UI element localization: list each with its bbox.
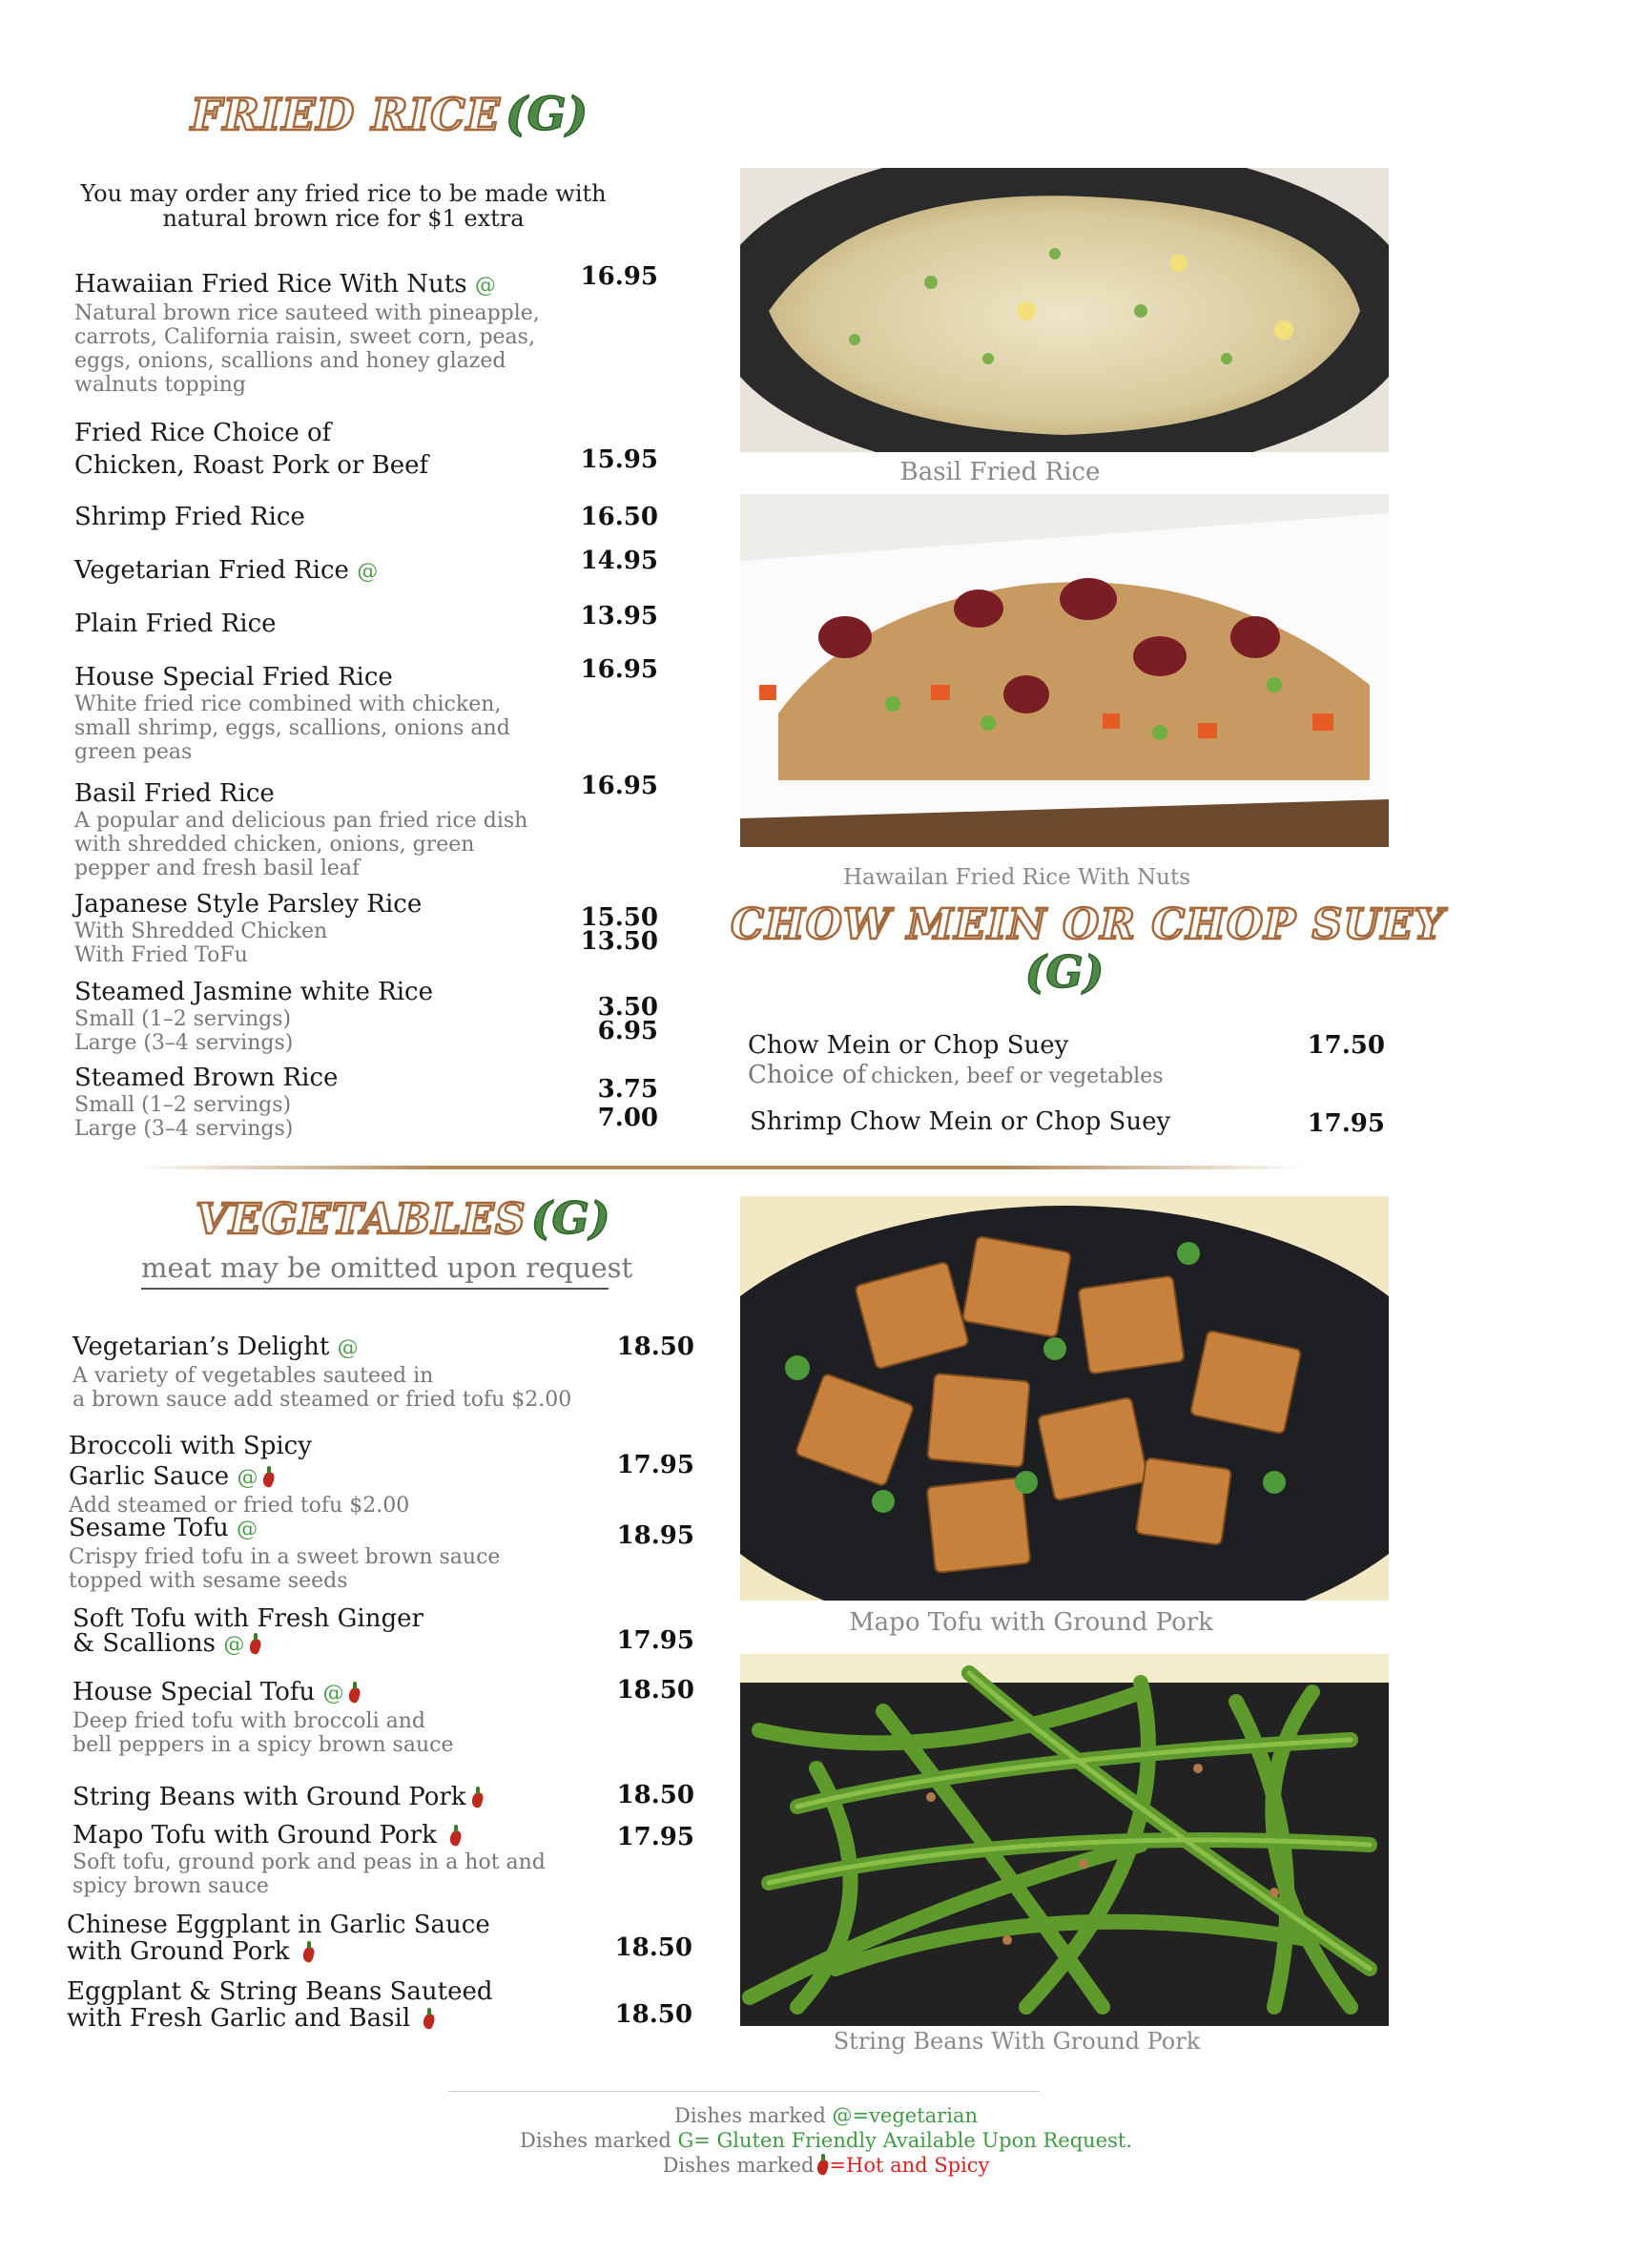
item-desc: topped with sesame seeds: [69, 1569, 348, 1593]
item-name: Shrimp Chow Mein or Chop Suey: [750, 1107, 1171, 1136]
item-price: 3.75: [597, 1075, 658, 1104]
mapo-tofu-photo: [740, 1196, 1389, 1601]
vegetarian-icon: @: [337, 1336, 359, 1360]
item-desc: green peas: [74, 740, 193, 764]
item-name: & Scallions: [72, 1629, 216, 1658]
vegetables-title: VEGETABLES: [196, 1195, 527, 1244]
menu-item: [74, 1063, 338, 1141]
item-price: 15.95: [580, 445, 658, 474]
chili-pepper-icon: [248, 1633, 261, 1654]
menu-item: [74, 977, 433, 1055]
item-price: 18.50: [616, 1333, 694, 1361]
item-price: 13.95: [580, 602, 658, 630]
vegetables-heading: [196, 1192, 610, 1244]
item-desc: pepper and fresh basil leaf: [74, 857, 361, 880]
chow-mein-heading: [731, 900, 1445, 998]
menu-item: [69, 1513, 500, 1593]
item-price: 17.50: [1307, 1031, 1385, 1060]
footer-legend-spicy: [0, 2154, 1652, 2177]
item-price: 18.50: [614, 1933, 692, 1962]
legend-key: G= Gluten Friendly Available Upon Request.: [677, 2129, 1132, 2152]
item-desc: a brown sauce add steamed or fried tofu $2.00: [72, 1388, 572, 1412]
item-name: Steamed Brown Rice: [74, 1064, 339, 1092]
item-desc: [748, 1061, 1164, 1089]
item-option: Small (1–2 servings): [74, 1093, 292, 1117]
item-price: 18.50: [616, 1781, 694, 1809]
vegetarian-icon: @: [223, 1633, 245, 1657]
photo-caption: Mapo Tofu with Ground Pork: [849, 1608, 1213, 1637]
hawaiian-fried-rice-photo: [740, 494, 1389, 847]
footer-legend-vegetarian: [0, 2104, 1652, 2127]
legend-key: =Hot and Spicy: [829, 2154, 990, 2177]
menu-item: [74, 662, 510, 764]
menu-item: [67, 1912, 490, 1965]
item-price: 17.95: [616, 1626, 694, 1655]
item-name: Fried Rice Choice of: [74, 419, 332, 447]
item-desc: Soft tofu, ground pork and peas in a hot and: [72, 1850, 546, 1874]
item-name: Garlic Sauce: [69, 1462, 230, 1491]
legend-prefix: Dishes marked: [662, 2154, 815, 2177]
item-name: Soft Tofu with Fresh Ginger: [72, 1604, 423, 1633]
gluten-mark: (G): [1024, 946, 1105, 998]
item-name: Broccoli with Spicy: [69, 1432, 312, 1460]
item-desc: A variety of vegetables sauteed in: [72, 1364, 434, 1388]
item-name: Basil Fried Rice: [74, 779, 275, 808]
basil-fried-rice-photo: [740, 168, 1389, 452]
menu-item: [72, 1782, 484, 1812]
item-name: Vegetarian Fried Rice: [74, 556, 349, 585]
footer-divider: [448, 2091, 1040, 2092]
item-desc: walnuts topping: [74, 373, 246, 397]
item-price: 16.95: [580, 262, 658, 291]
photo-caption: Basil Fried Rice: [899, 458, 1101, 486]
item-option: Large (3–4 servings): [74, 1031, 294, 1055]
menu-item: [72, 1606, 423, 1658]
item-name: with Fresh Garlic and Basil: [67, 2004, 411, 2033]
item-desc: Add steamed or fried tofu $2.00: [69, 1494, 410, 1518]
item-price: 17.95: [616, 1823, 694, 1851]
vegetables-subtitle: meat may be omitted upon request: [141, 1251, 609, 1290]
item-desc: bell peppers in a spicy brown sauce: [72, 1733, 454, 1757]
item-name: Eggplant & String Beans Sauteed: [67, 1977, 493, 2006]
item-name: Plain Fried Rice: [74, 610, 277, 638]
item-desc: A popular and delicious pan fried rice dish: [74, 809, 528, 833]
item-price: 13.50: [580, 927, 658, 956]
gluten-mark: (G): [530, 1192, 610, 1244]
menu-item: [69, 1431, 409, 1518]
chow-mein-title: CHOW MEIN OR CHOP SUEY: [731, 900, 1445, 949]
legend-key: @=vegetarian: [832, 2104, 978, 2127]
item-desc: Natural brown rice sauteed with pineapple,: [74, 301, 540, 325]
item-name: House Special Fried Rice: [74, 663, 393, 692]
item-name: with Ground Pork: [67, 1937, 290, 1966]
vegetarian-icon: @: [474, 274, 496, 298]
item-name: String Beans with Ground Pork: [72, 1783, 466, 1811]
item-desc: eggs, onions, scallions and honey glazed: [74, 349, 506, 373]
item-name: Chicken, Roast Pork or Beef: [74, 451, 429, 480]
item-desc: small shrimp, eggs, scallions, onions and: [74, 716, 510, 740]
item-desc: with shredded chicken, onions, green: [74, 833, 475, 857]
item-option: Small (1–2 servings): [74, 1007, 292, 1031]
section-divider: [134, 1166, 1307, 1169]
item-name: Mapo Tofu with Ground Pork: [72, 1821, 437, 1850]
item-price: 18.95: [616, 1521, 694, 1550]
legend-prefix: Dishes marked: [519, 2129, 678, 2152]
string-beans-photo: [740, 1654, 1389, 2026]
chili-pepper-icon: [301, 1941, 315, 1962]
menu-item: [74, 555, 378, 588]
item-option: Large (3–4 servings): [74, 1117, 294, 1141]
vegetarian-icon: @: [357, 560, 379, 584]
item-price: 6.95: [597, 1017, 658, 1045]
menu-item: [74, 269, 540, 397]
item-price: 18.50: [616, 1676, 694, 1705]
footer-legend-gluten: [0, 2129, 1652, 2152]
menu-item: [748, 1030, 1164, 1089]
intro-line: natural brown rice for $1 extra: [162, 205, 525, 232]
fried-rice-title: FRIED RICE: [191, 89, 501, 140]
menu-item: [74, 889, 422, 967]
vegetarian-icon: @: [237, 1466, 258, 1490]
chili-pepper-icon: [816, 2154, 829, 2175]
chili-pepper-icon: [422, 2008, 435, 2029]
item-desc: Deep fried tofu with broccoli and: [72, 1709, 425, 1733]
fried-rice-heading: [191, 88, 588, 141]
chili-pepper-icon: [448, 1825, 462, 1846]
item-desc: Crispy fried tofu in a sweet brown sauce: [69, 1545, 501, 1569]
item-desc-text: chicken, beef or vegetables: [871, 1064, 1164, 1088]
item-name: Hawaiian Fried Rice With Nuts: [74, 270, 467, 299]
menu-item: [67, 1978, 493, 2032]
item-option: With Fried ToFu: [74, 943, 248, 967]
choice-label: Choice of: [748, 1061, 867, 1089]
menu-item: [74, 778, 527, 880]
intro-line: You may order any fried rice to be made with: [80, 180, 607, 207]
item-name: Sesame Tofu: [69, 1514, 229, 1542]
item-price: 16.95: [580, 655, 658, 684]
item-desc: White fried rice combined with chicken,: [74, 692, 502, 716]
menu-item: [74, 418, 428, 481]
chili-pepper-icon: [347, 1682, 361, 1703]
item-desc: spicy brown sauce: [72, 1874, 269, 1898]
item-price: 18.50: [614, 2000, 692, 2029]
gluten-mark: (G): [505, 88, 589, 141]
photo-caption: Hawailan Fried Rice With Nuts: [842, 865, 1191, 890]
menu-item: [72, 1820, 546, 1898]
item-name: Chinese Eggplant in Garlic Sauce: [67, 1911, 490, 1939]
fried-rice-intro: [76, 181, 610, 231]
item-price: 17.95: [616, 1451, 694, 1479]
item-price: 17.95: [1307, 1109, 1385, 1138]
vegetarian-icon: @: [322, 1682, 344, 1705]
menu-item: [72, 1332, 571, 1412]
item-name: Vegetarian’s Delight: [72, 1333, 330, 1361]
item-name: Shrimp Fried Rice: [74, 503, 305, 531]
item-price: 3.50: [597, 993, 658, 1022]
item-price: 14.95: [580, 547, 658, 575]
photo-caption: String Beans With Ground Pork: [833, 2028, 1201, 2055]
item-price: 16.95: [580, 772, 658, 800]
item-name: Japanese Style Parsley Rice: [74, 890, 423, 919]
item-price: 16.50: [580, 503, 658, 531]
chili-pepper-icon: [261, 1466, 275, 1487]
item-price: 15.50: [580, 903, 658, 932]
item-name: Steamed Jasmine white Rice: [74, 978, 433, 1006]
chili-pepper-icon: [470, 1787, 484, 1808]
menu-item: [72, 1677, 453, 1757]
item-name: House Special Tofu: [72, 1678, 316, 1706]
item-name: Chow Mein or Chop Suey: [748, 1031, 1069, 1060]
item-desc: carrots, California raisin, sweet corn, peas,: [74, 325, 535, 349]
item-price: 7.00: [597, 1104, 658, 1132]
item-option: With Shredded Chicken: [74, 920, 328, 943]
legend-prefix: Dishes marked: [673, 2104, 833, 2127]
vegetarian-icon: @: [236, 1518, 258, 1541]
